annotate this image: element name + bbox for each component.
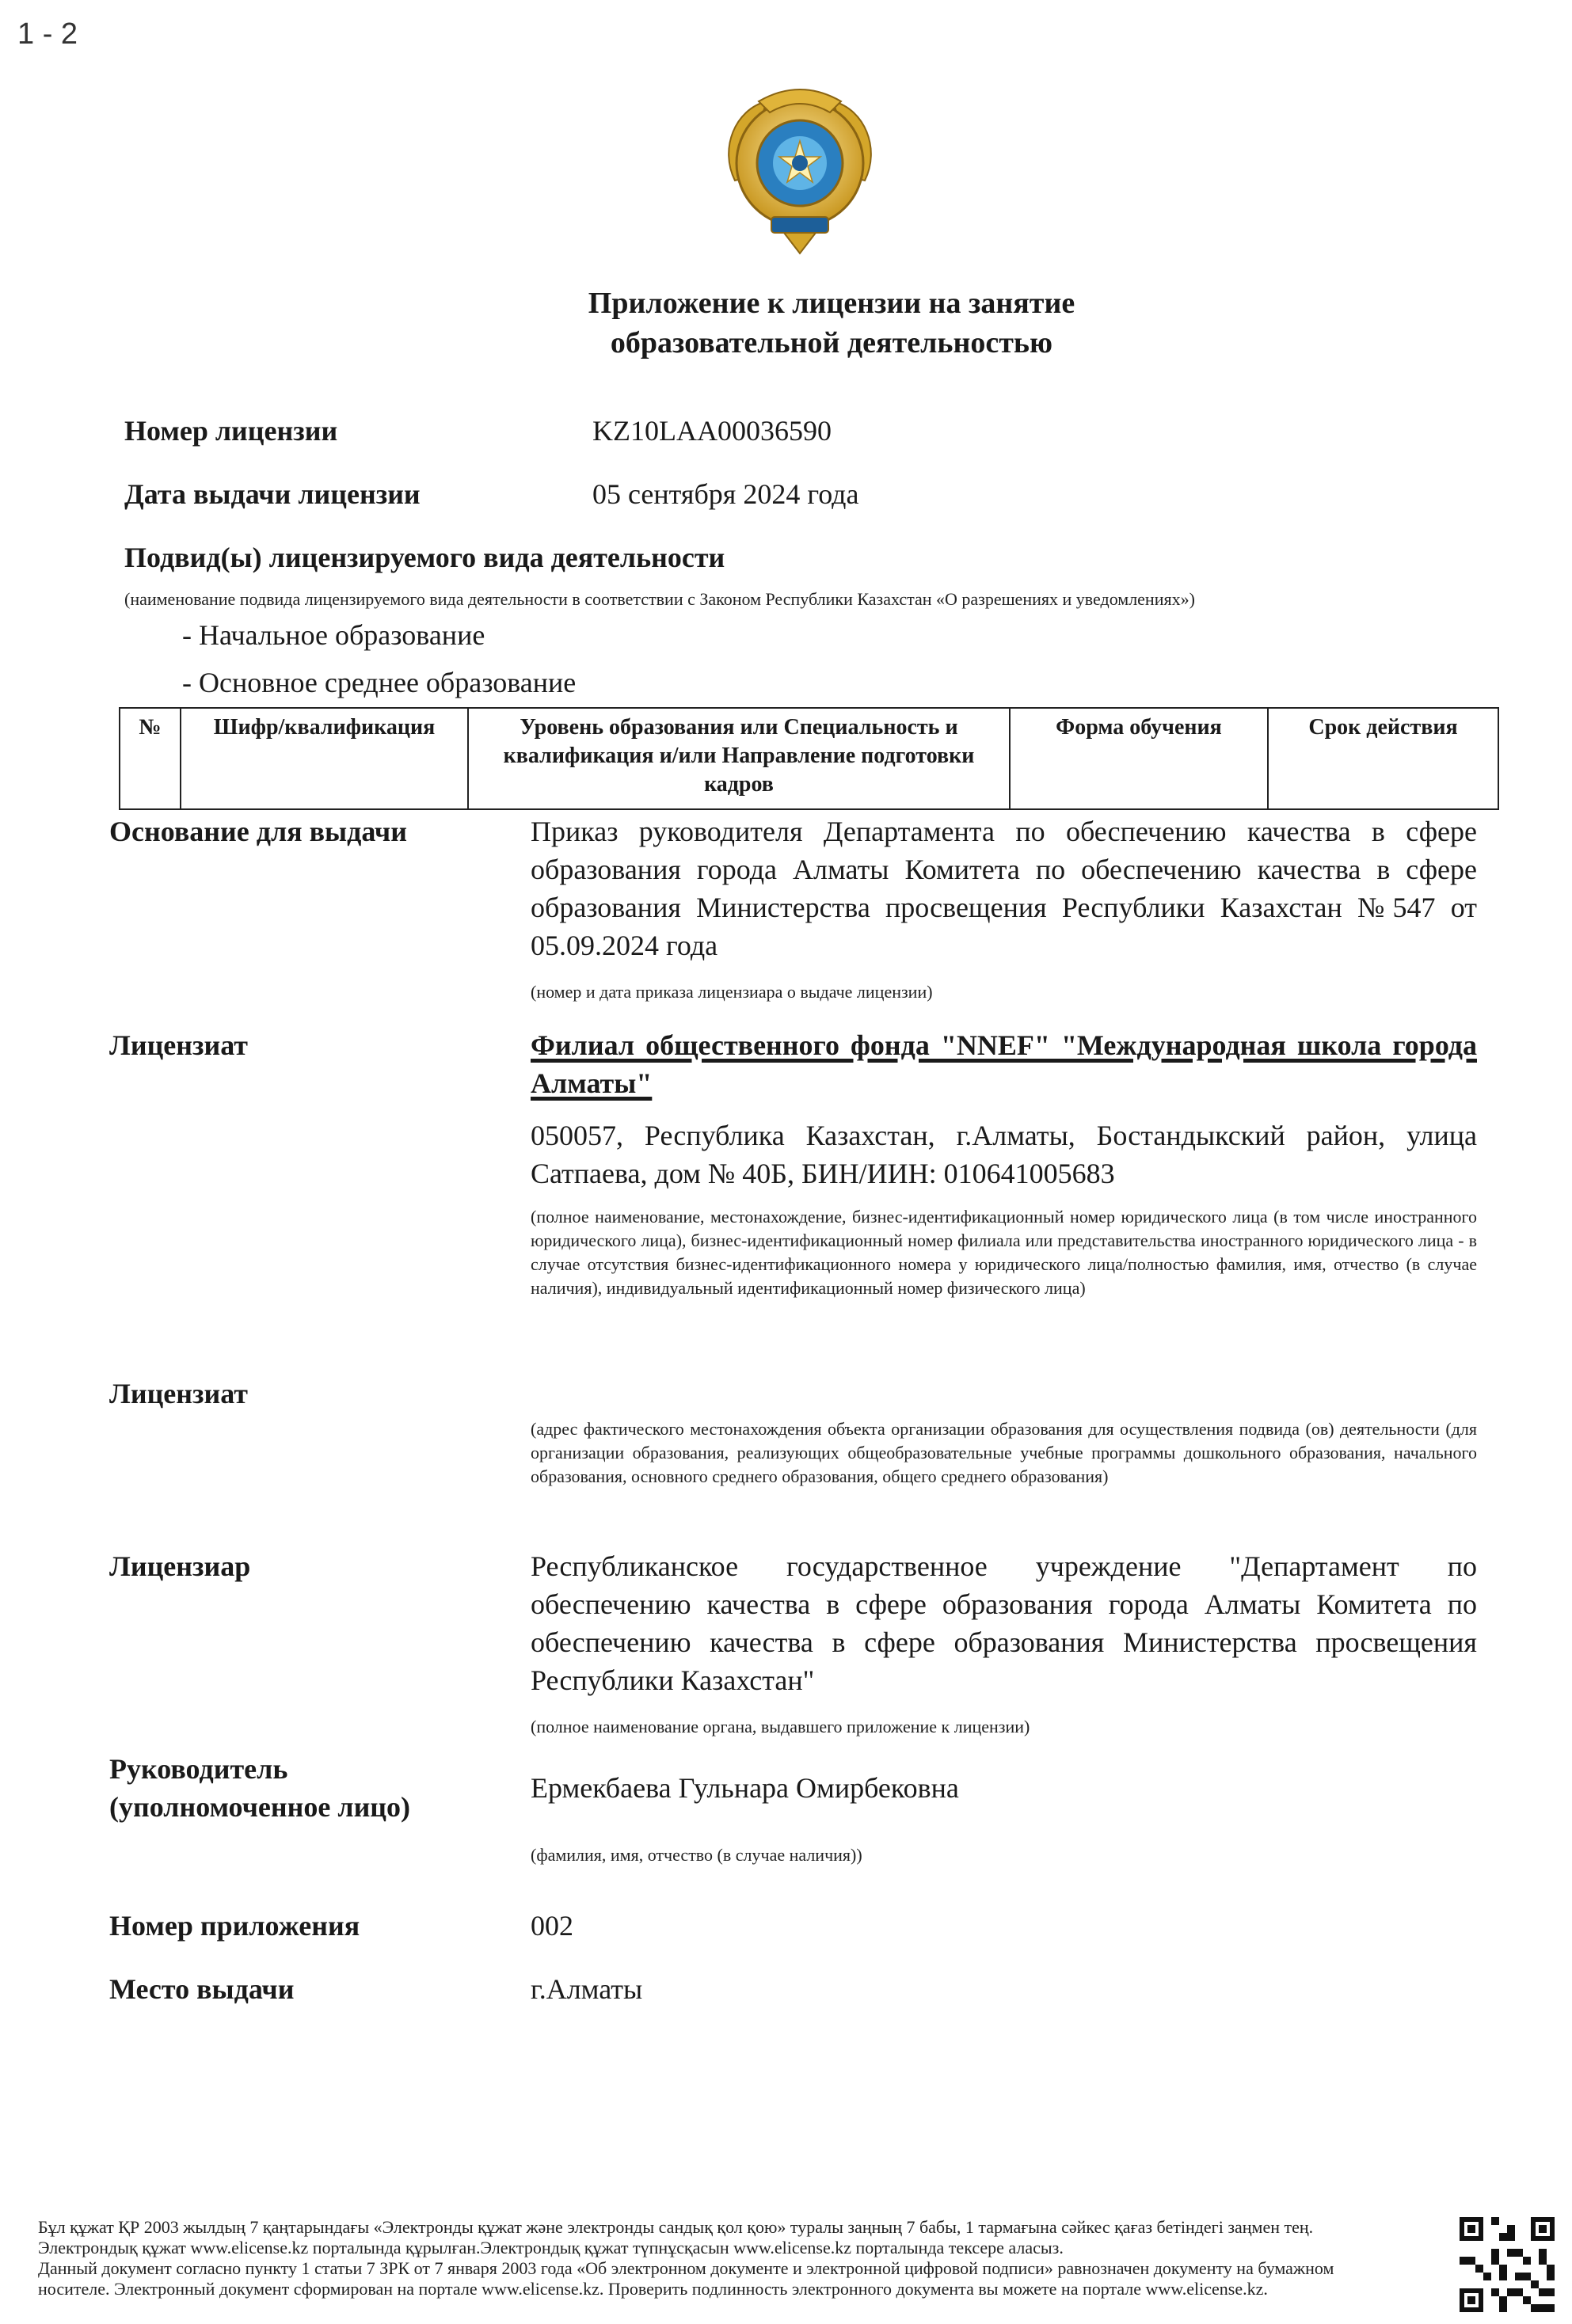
footer-line-2: Электрондық құжат www.elicense.kz порталында құрылған.Электрондық құжат түпнұсқасын www.elicense.kz порталында тексере аласыз.: [38, 2238, 1064, 2257]
licensor-label: Лицензиар: [109, 1550, 251, 1582]
subtypes-label: Подвид(ы) лицензируемого вида деятельности: [124, 542, 725, 573]
head-note: (фамилия, имя, отчество (в случае наличия)): [531, 1845, 862, 1865]
place-label: Место выдачи: [109, 1973, 295, 2005]
table-header-term: Срок действия: [1308, 715, 1458, 740]
head-label-line-1: Руководитель: [109, 1753, 288, 1785]
qualification-table: [119, 707, 1499, 810]
table-header-number: №: [120, 709, 181, 808]
footer-legal-text: [38, 2217, 1444, 2299]
head-label: [109, 1750, 410, 1826]
page-number: 1 - 2: [17, 17, 78, 51]
license-number-value: KZ10LAA00036590: [592, 415, 832, 447]
state-emblem-icon: [711, 78, 889, 255]
basis-value: Приказ руководителя Департамента по обеспечению качества в сфере образования города Алматы Комитета по обеспечению качества в сфере образования Министерства просвещения Республики Казахстан №547 от 05.09.2024 года: [531, 816, 1477, 961]
appendix-number-label: Номер приложения: [109, 1910, 360, 1942]
subtype-item-2: - Основное среднее образование: [182, 667, 577, 698]
licensee-address: 050057, Республика Казахстан, г.Алматы, Бостандыкский район, улица Сатпаева, дом № 40Б, БИН/ИИН: 010641005683: [531, 1120, 1477, 1189]
footer-line-1: Бұл құжат ҚР 2003 жылдың 7 қаңтарындағы «Электронды құжат және электронды сандық қол қою» туралы заңның 7 бабы, 1 тармағына сәйкес қағаз бетіндегі заңмен тең.: [38, 2217, 1314, 2237]
footer-line-4: носителе. Электронный документ сформирован на портале www.elicense.kz. Проверить подлинность электронного документа вы можете на портале www.elicense.kz.: [38, 2279, 1268, 2299]
issue-date-value: 05 сентября 2024 года: [592, 478, 859, 510]
head-value: Ермекбаева Гульнара Омирбековна: [531, 1772, 959, 1804]
licensee-note: (полное наименование, местонахождение, бизнес-идентификационный номер юридического лица (в том числе иностранного юридического лица), бизнес-идентификационный номер филиала или представительства иностранного юридического лица - в случае отсутствия бизнес-идентификационного номера у юридического лица/полностью фамилия, имя, отчество (в случае наличия), индивидуальный идентификационный номер физического лица): [531, 1207, 1477, 1298]
title-line-2: образовательной деятельностью: [610, 326, 1053, 359]
licensee-label: Лицензиат: [109, 1029, 248, 1061]
table-header-level: Уровень образования или Специальность и квалификация и/или Направление подготовки кадров: [469, 709, 1011, 808]
licensee-address-note: (адрес фактического местонахождения объекта организации образования для осуществления подвида (ов) деятельности (для организации образования, реализующих общеобразовательные учебные программы дошкольного образования, начального образования, основного среднего образования, общего среднего образования): [531, 1419, 1477, 1486]
licensor-value: Республиканское государственное учреждение "Департамент по обеспечению качества в сфере образования города Алматы Комитета по обеспечению качества в сфере образования Министерства просвещения Республики Казахстан": [531, 1550, 1477, 1696]
subtype-item-1: - Начальное образование: [182, 619, 485, 651]
basis-label: Основание для выдачи: [109, 816, 407, 847]
license-number-label: Номер лицензии: [124, 415, 338, 447]
qr-code-icon: [1460, 2217, 1555, 2312]
document-title: [396, 283, 1267, 363]
licensee-name-text: Филиал общественного фонда "NNEF" "Международная школа города Алматы": [531, 1029, 1477, 1099]
table-header-code: Шифр/квалификация: [181, 709, 469, 808]
licensee-address-label: Лицензиат: [109, 1378, 248, 1409]
footer-line-3: Данный документ согласно пункту 1 статьи 7 ЗРК от 7 января 2003 года «Об электронном документе и электронной цифровой подписи» равнозначен документу на бумажном: [38, 2258, 1334, 2278]
head-label-line-2: (уполномоченное лицо): [109, 1791, 411, 1823]
subtypes-note: (наименование подвида лицензируемого вида деятельности в соответствии с Законом Республики Казахстан «О разрешениях и уведомлениях»): [124, 589, 1195, 609]
place-value: г.Алматы: [531, 1973, 643, 2005]
licensee-name: [531, 1026, 1477, 1102]
appendix-number-value: 002: [531, 1910, 573, 1942]
basis-note: (номер и дата приказа лицензиара о выдаче лицензии): [531, 982, 933, 1002]
licensor-note: (полное наименование органа, выдавшего приложение к лицензии): [531, 1717, 1030, 1736]
issue-date-label: Дата выдачи лицензии: [124, 478, 421, 510]
title-line-1: Приложение к лицензии на занятие: [588, 287, 1075, 320]
table-header-form: Форма обучения: [1011, 709, 1269, 808]
